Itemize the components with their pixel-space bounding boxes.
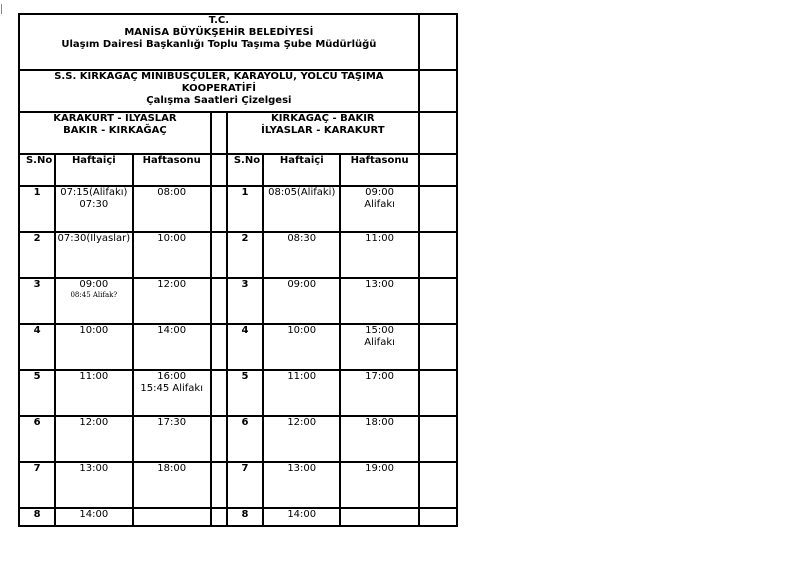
- weekend-time-right: [340, 186, 418, 232]
- weekend-note: 15:45 Alifakı: [140, 383, 203, 394]
- weekday-time-left: [55, 508, 132, 526]
- row-number: 8: [33, 509, 41, 520]
- row-number-right: [227, 278, 263, 324]
- weekday-time-right: [263, 278, 340, 324]
- row-number: 2: [241, 233, 249, 244]
- weekday-time: 11:00: [79, 371, 109, 382]
- weekday-time-right: [263, 186, 340, 232]
- weekend-time-left: [133, 278, 211, 324]
- weekday-time: 09:00: [287, 279, 317, 290]
- weekend-time: 10:00: [157, 233, 187, 244]
- row-number: 1: [33, 187, 41, 198]
- separator-cell: [211, 324, 227, 370]
- weekday-time-left: [55, 232, 132, 278]
- table-row: [19, 186, 457, 232]
- weekend-time-right: [340, 324, 418, 370]
- weekday-time: 12:00: [287, 417, 317, 428]
- weekday-time: 07:30(İlyaslar): [57, 233, 131, 244]
- empty-cell: [419, 232, 457, 278]
- row-number-right: [227, 232, 263, 278]
- right-route-line-2: İLYASLAR - KARAKURT: [261, 125, 385, 136]
- weekend-time: 12:00: [157, 279, 187, 290]
- empty-cell: [419, 324, 457, 370]
- weekend-time-left: [133, 186, 211, 232]
- weekend-time-left: [133, 508, 211, 526]
- header-line-3: Ulaşım Dairesi Başkanlığı Toplu Taşıma Şube Müdürlüğü: [61, 39, 377, 50]
- weekend-time-left: [133, 324, 211, 370]
- weekend-time-left: [133, 370, 211, 416]
- col-header-sno-right: S.No: [227, 154, 263, 186]
- separator-cell: [211, 232, 227, 278]
- row-number-left: [19, 186, 55, 232]
- row-number-right: [227, 186, 263, 232]
- row-number: 6: [241, 417, 249, 428]
- row-number-left: [19, 324, 55, 370]
- weekend-note: Alifakı: [364, 337, 395, 348]
- empty-cell: [419, 14, 457, 70]
- weekday-time-right: [263, 508, 340, 526]
- weekend-time-right: [340, 462, 418, 508]
- header-line-2: MANİSA BÜYÜKŞEHİR BELEDİYESİ: [124, 27, 314, 38]
- weekend-time: 14:00: [157, 325, 187, 336]
- col-header-weekend-left: Haftasonu: [133, 154, 211, 186]
- empty-cell: [419, 416, 457, 462]
- weekend-time: 18:00: [365, 417, 394, 428]
- weekend-time: 09:00: [365, 187, 394, 198]
- document-header: [19, 14, 419, 70]
- row-number: 7: [241, 463, 249, 474]
- weekend-time: 16:00: [157, 371, 187, 382]
- row-number-left: [19, 416, 55, 462]
- weekday-time-right: [263, 232, 340, 278]
- col-header-weekday-right: Haftaiçi: [263, 154, 340, 186]
- weekday-time: 08:30: [287, 233, 317, 244]
- row-number-left: [19, 370, 55, 416]
- table-row: [19, 508, 457, 526]
- row-number-left: [19, 232, 55, 278]
- text-cursor: [1, 4, 2, 14]
- row-number-right: [227, 462, 263, 508]
- weekend-time-right: [340, 232, 418, 278]
- row-number: 6: [33, 417, 41, 428]
- col-header-sno-left: S.No: [19, 154, 55, 186]
- weekend-note: Alifakı: [364, 199, 395, 210]
- weekday-time: 13:00: [287, 463, 317, 474]
- empty-cell: [419, 186, 457, 232]
- weekday-time-left: [55, 416, 132, 462]
- row-number: 4: [241, 325, 249, 336]
- separator-cell: [211, 416, 227, 462]
- table-row: [19, 232, 457, 278]
- left-route-line-2: BAKIR - KIRKAĞAÇ: [63, 125, 167, 136]
- weekend-time: 13:00: [365, 279, 394, 290]
- weekday-time: 10:00: [79, 325, 109, 336]
- separator-cell: [211, 370, 227, 416]
- row-number: 1: [241, 187, 249, 198]
- weekday-note: 07:30: [79, 199, 109, 210]
- weekday-time: 09:00: [79, 279, 109, 290]
- weekend-time: 08:00: [157, 187, 187, 198]
- weekend-time-left: [133, 416, 211, 462]
- weekend-time-right: [340, 508, 418, 526]
- weekday-time: 10:00: [287, 325, 317, 336]
- row-number: 7: [33, 463, 41, 474]
- weekday-time-left: [55, 462, 132, 508]
- row-number-right: [227, 370, 263, 416]
- row-number: 4: [33, 325, 41, 336]
- weekday-time-right: [263, 462, 340, 508]
- row-number-left: [19, 278, 55, 324]
- weekend-time: 18:00: [157, 463, 187, 474]
- weekday-time: 07:15(Alifakı): [60, 187, 128, 198]
- weekday-time: 12:00: [79, 417, 109, 428]
- schedule-table: [18, 13, 458, 527]
- empty-cell: [419, 278, 457, 324]
- row-number: 2: [33, 233, 41, 244]
- row-number-right: [227, 508, 263, 526]
- table-row: [19, 462, 457, 508]
- row-number-right: [227, 324, 263, 370]
- empty-cell: [419, 154, 457, 186]
- row-number-left: [19, 462, 55, 508]
- header-line-1: T.C.: [208, 15, 230, 26]
- separator-cell: [211, 112, 227, 154]
- cooperative-header: [19, 70, 419, 112]
- weekday-time: 08:05(Alifaki): [268, 187, 336, 198]
- table-row: [19, 324, 457, 370]
- row-number-right: [227, 416, 263, 462]
- empty-cell: [419, 462, 457, 508]
- weekday-time-left: [55, 370, 132, 416]
- left-route-line-1: KARAKURT - İLYASLAR: [53, 113, 177, 124]
- separator-cell: [211, 508, 227, 526]
- row-number: 5: [33, 371, 41, 382]
- weekend-time-left: [133, 232, 211, 278]
- empty-cell: [419, 370, 457, 416]
- separator-cell: [211, 278, 227, 324]
- weekend-time: 17:00: [365, 371, 394, 382]
- table-row: [19, 370, 457, 416]
- weekend-time: 11:00: [365, 233, 394, 244]
- empty-cell: [419, 508, 457, 526]
- weekday-time-left: [55, 186, 132, 232]
- row-number-left: [19, 508, 55, 526]
- cooperative-subtitle: Çalışma Saatleri Çizelgesi: [146, 95, 292, 106]
- weekday-time-right: [263, 324, 340, 370]
- weekend-time-left: [133, 462, 211, 508]
- weekday-time-left: [55, 324, 132, 370]
- row-number: 3: [33, 279, 41, 290]
- weekday-time: 14:00: [79, 509, 109, 520]
- weekday-time-left: [55, 278, 132, 324]
- row-number: 3: [241, 279, 249, 290]
- row-number: 8: [241, 509, 249, 520]
- table-row: [19, 416, 457, 462]
- row-number: 5: [241, 371, 249, 382]
- weekend-time: 19:00: [365, 463, 394, 474]
- weekend-time-right: [340, 278, 418, 324]
- weekend-time: 15:00: [365, 325, 394, 336]
- weekday-note: 08:45 Alifak?: [70, 291, 118, 299]
- separator-cell: [211, 462, 227, 508]
- col-header-weekend-right: Haftasonu: [340, 154, 418, 186]
- cooperative-name: S.S. KIRKAĞAÇ MİNİBÜSÇÜLER, KARAYOLU, YOLCU TAŞIMA KOOPERATİFİ: [54, 71, 384, 94]
- weekend-time: 17:30: [157, 417, 187, 428]
- weekend-time-right: [340, 370, 418, 416]
- weekday-time: 13:00: [79, 463, 109, 474]
- col-header-weekday-left: Haftaiçi: [55, 154, 132, 186]
- weekday-time: 14:00: [287, 509, 317, 520]
- left-route-header: [19, 112, 211, 154]
- empty-cell: [419, 112, 457, 154]
- weekday-time-right: [263, 370, 340, 416]
- empty-cell: [419, 70, 457, 112]
- weekday-time-right: [263, 416, 340, 462]
- weekday-time: 11:00: [287, 371, 317, 382]
- separator-cell: [211, 154, 227, 186]
- weekend-time-right: [340, 416, 418, 462]
- right-route-line-1: KIRKAĞAÇ - BAKIR: [271, 113, 375, 124]
- table-row: [19, 278, 457, 324]
- right-route-header: [227, 112, 419, 154]
- separator-cell: [211, 186, 227, 232]
